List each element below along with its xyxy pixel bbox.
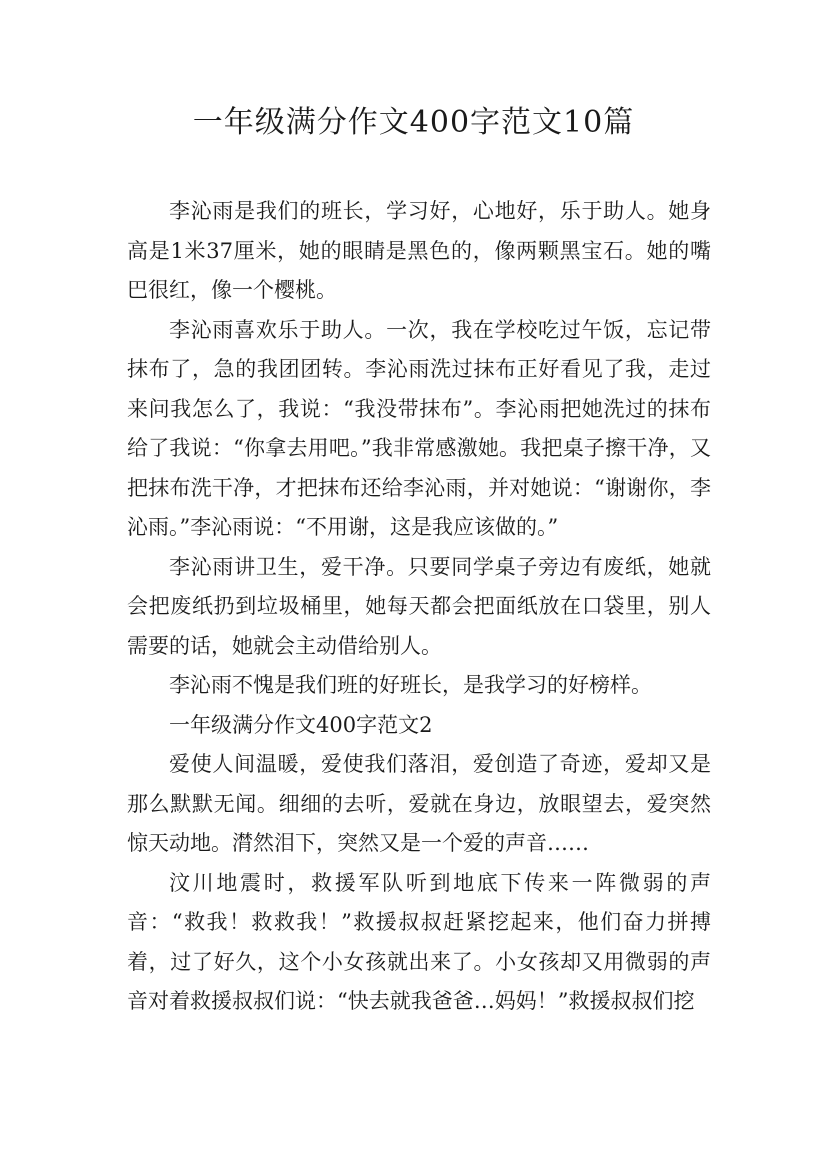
document-body (127, 192, 711, 1022)
paragraph-4: 李沁雨不愧是我们班的好班长，是我学习的好榜样。 (169, 673, 652, 697)
document-title: 一年级满分作文400字范文10篇 (192, 105, 635, 140)
section-heading: 一年级满分作文400字范文2 (169, 712, 433, 737)
paragraph-3: 李沁雨讲卫生，爱干净。只要同学桌子旁边有废纸，她就会把废纸扔到垃圾桶里，她每天都会把面纸放在口袋里，别人需要的话，她就会主动借给别人。 (127, 554, 711, 658)
paragraph-5: 爱使人间温暖，爱使我们落泪，爱创造了奇迹，爱却又是那么默默无闻。细细的去听，爱就在身边，放眼望去，爱突然惊天动地。潸然泪下，突然又是一个爱的声音…… (127, 752, 711, 855)
paragraph-1: 李沁雨是我们的班长，学习好，心地好，乐于助人。她身高是1米37厘米，她的眼睛是黑色的，像两颗黑宝石。她的嘴巴很红，像一个樱桃。 (127, 199, 711, 302)
paragraph-6: 汶川地震时，救援军队听到地底下传来一阵微弱的声音：“救我！救救我！”救援叔叔赶紧挖起来，他们奋力拼搏着，过了好久，这个小女孩就出来了。小女孩却又用微弱的声音对着救援叔叔们说：“快去就我爸爸…妈妈！”救援叔叔们挖 (127, 870, 711, 1013)
paragraph-2: 李沁雨喜欢乐于助人。一次，我在学校吃过午饭，忘记带抹布了，急的我团团转。李沁雨洗过抹布正好看见了我，走过来问我怎么了，我说：“我没带抹布”。李沁雨把她洗过的抹布给了我说：“你拿去用吧。”我非常感激她。我把桌子擦干净，又把抹布洗干净，才把抹布还给李沁雨，并对她说：“谢谢你，李沁雨。”李沁雨说：“不用谢，这是我应该做的。” (127, 317, 711, 539)
